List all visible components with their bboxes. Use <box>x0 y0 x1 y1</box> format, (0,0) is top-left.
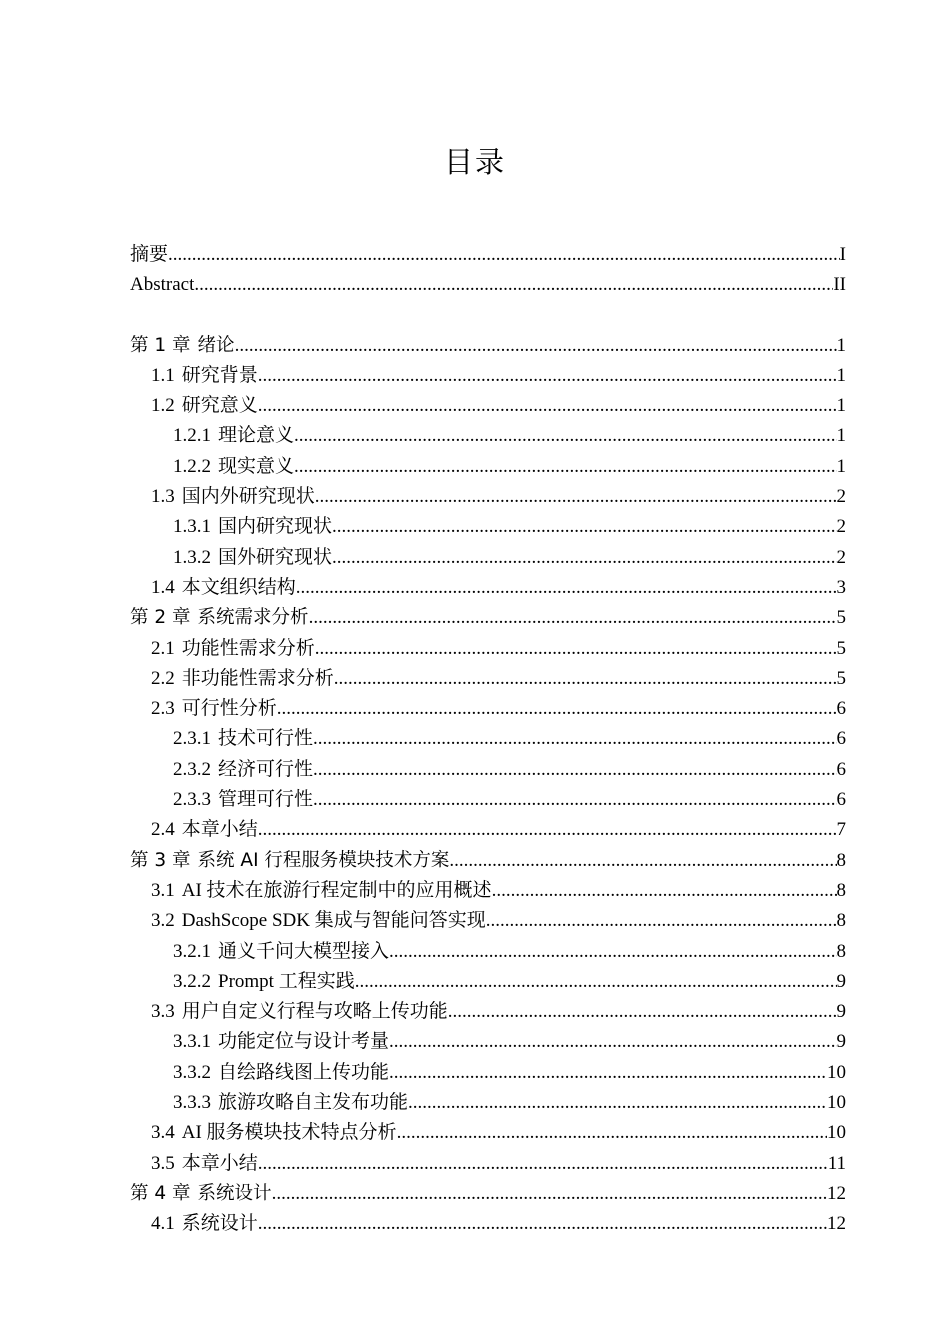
dot-leader <box>355 967 837 997</box>
toc-entry-text: 通义千问大模型接入 <box>218 940 390 962</box>
dot-leader <box>272 1179 827 1209</box>
toc-entry-text: 自绘路线图上传功能 <box>218 1061 390 1083</box>
toc-entry-abstract-en[interactable] <box>130 270 846 300</box>
toc-entry[interactable] <box>130 846 846 876</box>
toc-entry-text: 系统需求分析 <box>197 607 309 629</box>
toc-entry-text: 本章小结 <box>181 819 258 841</box>
toc-entry-number: 3.3.2 <box>173 1061 211 1083</box>
toc-entry[interactable] <box>130 512 846 542</box>
toc-entry-number: 1.4 <box>151 576 175 598</box>
toc-entry-number: 3.3.1 <box>173 1031 211 1053</box>
toc-entry-label <box>130 1179 272 1209</box>
toc-entry-label <box>173 1088 408 1118</box>
toc-entry-label <box>151 634 315 664</box>
toc-entry-label <box>151 1209 258 1239</box>
toc-page-number: 1 <box>836 334 846 356</box>
dot-leader <box>334 664 837 694</box>
toc-page-number: 6 <box>836 789 846 811</box>
toc-page-number: 9 <box>836 1031 846 1053</box>
dot-leader <box>315 482 837 512</box>
dot-leader <box>309 603 837 633</box>
toc-page-number: 12 <box>827 1213 846 1235</box>
toc-entry-text: 经济可行性 <box>218 758 314 780</box>
toc-entry[interactable] <box>130 815 846 845</box>
toc-entry[interactable] <box>130 906 846 936</box>
toc-entry[interactable] <box>130 452 846 482</box>
table-of-contents <box>130 240 846 1240</box>
toc-entry-number: 2.2 <box>151 667 175 689</box>
toc-page-number: 9 <box>836 1001 846 1023</box>
toc-entry[interactable] <box>130 1179 846 1209</box>
toc-entry-number: 2.4 <box>151 819 175 841</box>
toc-entry[interactable] <box>130 755 846 785</box>
toc-entry-number: 1.3.2 <box>173 546 211 568</box>
toc-page-number: 10 <box>827 1061 846 1083</box>
toc-entry-text: 国内外研究现状 <box>181 486 315 508</box>
toc-entry-text: 功能定位与设计考量 <box>218 1031 390 1053</box>
dot-leader <box>258 1149 828 1179</box>
toc-page-number: 10 <box>827 1122 846 1144</box>
toc-entry[interactable] <box>130 1058 846 1088</box>
toc-entry-label <box>151 664 334 694</box>
toc-entry-text: 理论意义 <box>218 425 295 447</box>
toc-entry-number: 4.1 <box>151 1213 175 1235</box>
toc-entry-label <box>173 1027 389 1057</box>
toc-entry-number: 2.3.3 <box>173 789 211 811</box>
toc-entry-number: 3.2.2 <box>173 970 211 992</box>
toc-entry-label <box>151 876 492 906</box>
toc-entry-number: 第 4 章 <box>130 1182 191 1204</box>
toc-entry-abstract-cn[interactable] <box>130 240 846 270</box>
toc-entry[interactable] <box>130 724 846 754</box>
toc-entry-label <box>130 331 235 361</box>
toc-entry[interactable] <box>130 937 846 967</box>
toc-entry-label <box>151 694 277 724</box>
toc-entry-label <box>151 573 296 603</box>
toc-entry[interactable] <box>130 694 846 724</box>
toc-entry[interactable] <box>130 1209 846 1239</box>
dot-leader <box>315 634 837 664</box>
toc-entry-number: 3.1 <box>151 879 175 901</box>
toc-entry[interactable] <box>130 573 846 603</box>
toc-entry-label <box>151 906 486 936</box>
toc-page-number: 1 <box>836 395 846 417</box>
toc-entry[interactable] <box>130 421 846 451</box>
toc-entry-label <box>151 1118 397 1148</box>
dot-leader <box>449 846 836 876</box>
toc-page-number: II <box>833 274 846 296</box>
toc-entry-text: 现实意义 <box>218 455 295 477</box>
toc-entry[interactable] <box>130 876 846 906</box>
toc-page-number: 9 <box>836 970 846 992</box>
toc-page-number: 8 <box>836 879 846 901</box>
toc-entry-number: 1.3 <box>151 486 175 508</box>
toc-entry-text: 旅游攻略自主发布功能 <box>218 1092 409 1114</box>
dot-leader <box>294 421 836 451</box>
toc-entry-number: 1.3.1 <box>173 516 211 538</box>
toc-entry-text: 系统设计 <box>197 1182 272 1204</box>
toc-entry[interactable] <box>130 785 846 815</box>
toc-entry-number: 2.3.1 <box>173 728 211 750</box>
dot-leader <box>168 240 840 270</box>
toc-entry[interactable] <box>130 361 846 391</box>
toc-page-number: 3 <box>836 576 846 598</box>
toc-entry-number: 3.2.1 <box>173 940 211 962</box>
toc-entry-number: 3.3.3 <box>173 1092 211 1114</box>
toc-entry-label <box>173 755 313 785</box>
toc-page-number: 2 <box>836 486 846 508</box>
dot-leader <box>492 876 837 906</box>
toc-entry[interactable] <box>130 967 846 997</box>
toc-entry-label <box>151 997 448 1027</box>
dot-leader <box>277 694 837 724</box>
toc-entry-label <box>151 482 315 512</box>
spacer <box>130 301 846 331</box>
toc-entry-label <box>130 846 449 876</box>
dot-leader <box>294 452 836 482</box>
toc-entry[interactable] <box>130 391 846 421</box>
toc-entry-text: 用户自定义行程与攻略上传功能 <box>181 1001 448 1023</box>
toc-page-number: 1 <box>836 455 846 477</box>
toc-entry[interactable] <box>130 603 846 633</box>
dot-leader <box>332 543 836 573</box>
dot-leader <box>332 512 836 542</box>
toc-page-number: 8 <box>836 910 846 932</box>
toc-entry-number: 第 2 章 <box>130 607 191 629</box>
dot-leader <box>313 755 836 785</box>
dot-leader <box>408 1088 827 1118</box>
toc-entry-label <box>173 724 313 754</box>
toc-page-number: 5 <box>836 637 846 659</box>
toc-entry-label: Abstract <box>130 274 195 296</box>
toc-entry-number: 1.2 <box>151 395 175 417</box>
toc-entry-text: 系统设计 <box>181 1213 258 1235</box>
dot-leader <box>258 815 837 845</box>
toc-entry-text: DashScope SDK 集成与智能问答实现 <box>181 910 486 932</box>
toc-entry-text: AI 服务模块技术特点分析 <box>181 1122 397 1144</box>
toc-entry-label <box>173 512 332 542</box>
toc-entry-label <box>130 603 309 633</box>
toc-entry[interactable] <box>130 1149 846 1179</box>
toc-page-number: I <box>839 244 846 265</box>
toc-entry-text: 国内研究现状 <box>218 516 333 538</box>
toc-entry-label <box>173 937 389 967</box>
dot-leader <box>397 1118 827 1148</box>
dot-leader <box>313 724 836 754</box>
toc-entry-label <box>173 785 313 815</box>
toc-page-number: 12 <box>827 1182 846 1204</box>
toc-entry-text: 管理可行性 <box>218 789 314 811</box>
toc-page-number: 6 <box>836 728 846 750</box>
toc-entry-text: 国外研究现状 <box>218 546 333 568</box>
toc-page-number: 2 <box>836 546 846 568</box>
toc-entry[interactable] <box>130 1118 846 1148</box>
dot-leader <box>235 331 837 361</box>
toc-entry-number: 第 3 章 <box>130 849 191 871</box>
toc-page-number: 5 <box>836 667 846 689</box>
toc-entry-label <box>173 452 294 482</box>
toc-entry-number: 3.2 <box>151 910 175 932</box>
toc-entry-text: 本文组织结构 <box>181 576 296 598</box>
dot-leader <box>486 906 837 936</box>
dot-leader <box>296 573 837 603</box>
toc-entry-label <box>173 967 355 997</box>
dot-leader <box>389 1058 827 1088</box>
toc-entry[interactable] <box>130 543 846 573</box>
toc-page-number: 11 <box>827 1152 846 1174</box>
dot-leader <box>258 391 837 421</box>
toc-entry[interactable] <box>130 634 846 664</box>
dot-leader <box>389 937 836 967</box>
toc-entry-label: 摘要 <box>130 244 169 265</box>
toc-entry-text: 本章小结 <box>181 1152 258 1174</box>
toc-entry-number: 2.1 <box>151 637 175 659</box>
page-title: 目录 <box>443 145 506 179</box>
toc-entry-text: 绪论 <box>197 334 235 356</box>
toc-page-number: 5 <box>836 607 846 629</box>
toc-entry[interactable] <box>130 1027 846 1057</box>
toc-entry-number: 3.5 <box>151 1152 175 1174</box>
toc-entry-number: 第 1 章 <box>130 334 191 356</box>
dot-leader <box>194 270 833 300</box>
toc-page-number: 6 <box>836 758 846 780</box>
toc-entry-number: 3.4 <box>151 1122 175 1144</box>
toc-entry-number: 1.2.1 <box>173 425 211 447</box>
toc-entry-number: 3.3 <box>151 1001 175 1023</box>
toc-entry-label <box>151 391 258 421</box>
toc-entry-text: 研究背景 <box>181 364 258 386</box>
toc-entry[interactable] <box>130 997 846 1027</box>
toc-entry-label <box>173 1058 389 1088</box>
toc-entry-text: 系统 AI 行程服务模块技术方案 <box>197 849 450 871</box>
dot-leader <box>258 361 837 391</box>
toc-entry-text: 非功能性需求分析 <box>181 667 334 689</box>
toc-page-number: 1 <box>836 425 846 447</box>
toc-page-number: 8 <box>836 940 846 962</box>
dot-leader <box>258 1209 827 1239</box>
toc-entry-label <box>173 421 294 451</box>
toc-entry-number: 1.2.2 <box>173 455 211 477</box>
toc-entry-label <box>173 543 332 573</box>
toc-entry[interactable] <box>130 1088 846 1118</box>
toc-entry-label <box>151 1149 258 1179</box>
toc-entry[interactable] <box>130 482 846 512</box>
toc-entry-number: 2.3 <box>151 698 175 720</box>
toc-entry-number: 1.1 <box>151 364 175 386</box>
toc-entry-label <box>151 361 258 391</box>
toc-entry-label <box>151 815 258 845</box>
toc-entry-text: AI 技术在旅游行程定制中的应用概述 <box>181 879 492 901</box>
toc-page-number: 6 <box>836 698 846 720</box>
toc-entry-text: 可行性分析 <box>181 698 277 720</box>
toc-page-number: 7 <box>836 819 846 841</box>
toc-page-number: 2 <box>836 516 846 538</box>
toc-entries <box>130 331 846 1240</box>
toc-page-number: 1 <box>836 364 846 386</box>
toc-entry[interactable] <box>130 331 846 361</box>
toc-entry[interactable] <box>130 664 846 694</box>
toc-entry-text: 功能性需求分析 <box>181 637 315 659</box>
toc-entry-text: 研究意义 <box>181 395 258 417</box>
dot-leader <box>448 997 837 1027</box>
dot-leader <box>389 1027 836 1057</box>
dot-leader <box>313 785 836 815</box>
toc-entry-text: 技术可行性 <box>218 728 314 750</box>
toc-page-number: 10 <box>827 1092 846 1114</box>
toc-page-number: 8 <box>836 849 846 871</box>
toc-entry-text: Prompt 工程实践 <box>218 970 355 992</box>
toc-entry-number: 2.3.2 <box>173 758 211 780</box>
